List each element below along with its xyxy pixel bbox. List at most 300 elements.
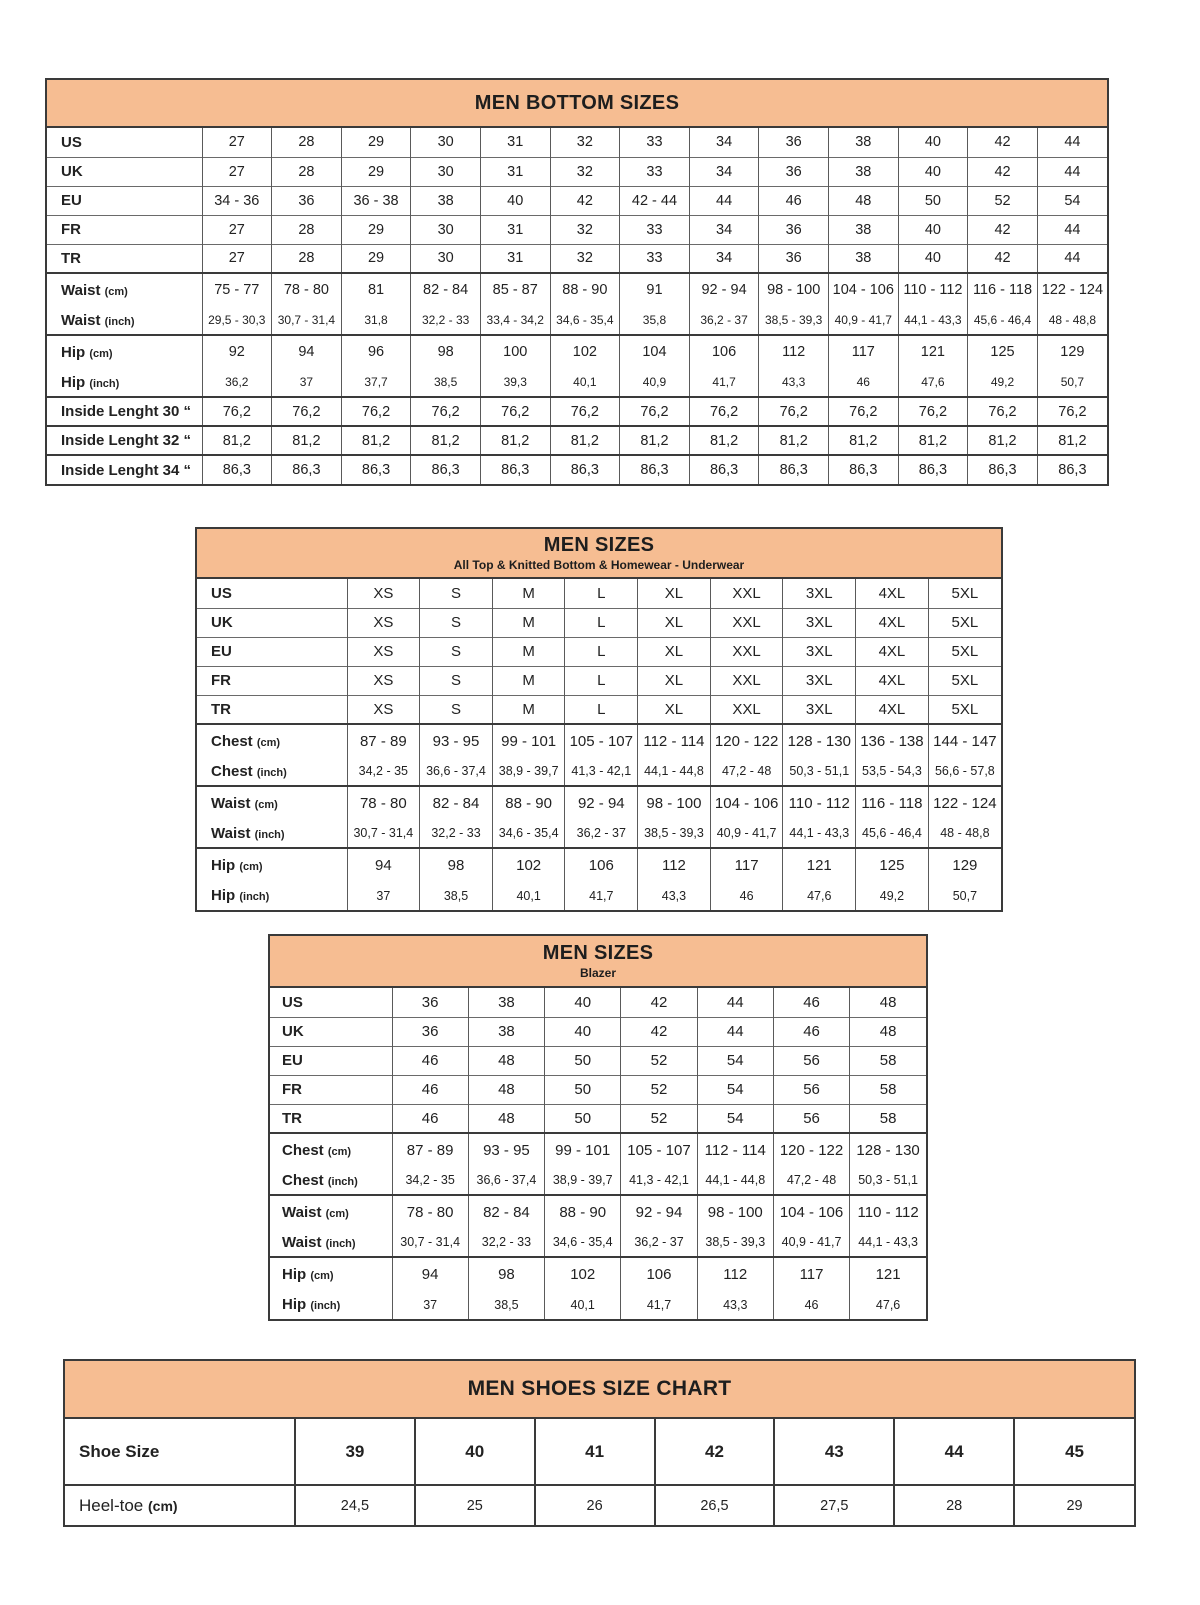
data-cell: 86,3 [689, 455, 759, 484]
data-cell: 58 [850, 1046, 926, 1075]
data-cell: 81 [341, 273, 411, 306]
data-cell: 28 [272, 244, 342, 273]
data-cell: 42 [968, 244, 1038, 273]
row-label-unit: (cm) [310, 1269, 334, 1282]
row-label-text: TR [61, 249, 81, 267]
row-label-text: Heel-toe [79, 1495, 144, 1515]
men-sizes-blazer-grid [270, 988, 926, 1319]
data-cell: 37 [272, 368, 342, 397]
data-cell: 38 [828, 215, 898, 244]
data-cell: 112 - 114 [697, 1133, 773, 1166]
row-label [197, 819, 347, 848]
data-cell: XL [638, 666, 711, 695]
data-cell: 136 - 138 [856, 724, 929, 757]
row-label-text: Chest [282, 1141, 324, 1159]
data-cell: 121 [783, 848, 856, 881]
row-label [270, 1046, 392, 1075]
row-label [197, 757, 347, 786]
data-cell: 5XL [928, 579, 1001, 608]
data-cell: 50 [545, 1104, 621, 1133]
row-inside-lenght-30 [47, 397, 1107, 426]
row-label-text: US [211, 584, 232, 602]
data-cell: 121 [850, 1257, 926, 1290]
row-label [197, 848, 347, 881]
data-cell: 46 [710, 881, 783, 910]
row-fr [47, 215, 1107, 244]
data-cell: 52 [621, 1075, 697, 1104]
row-tr [197, 695, 1001, 724]
table-title: MEN BOTTOM SIZES [474, 91, 680, 114]
row-label [270, 1133, 392, 1166]
data-cell: 44 [1037, 215, 1107, 244]
data-cell: 3XL [783, 666, 856, 695]
data-cell: XS [347, 666, 420, 695]
data-cell: 106 [565, 848, 638, 881]
data-cell: 81,2 [341, 426, 411, 455]
data-cell: 102 [545, 1257, 621, 1290]
data-cell: 34,6 - 35,4 [545, 1228, 621, 1257]
row-waist-cm [47, 273, 1107, 306]
data-cell: 98 - 100 [638, 786, 711, 819]
data-cell: 98 [411, 335, 481, 368]
row-label [197, 786, 347, 819]
data-cell: 76,2 [550, 397, 620, 426]
data-cell: 87 - 89 [392, 1133, 468, 1166]
data-cell: 104 - 106 [773, 1195, 849, 1228]
row-chest-inch [197, 757, 1001, 786]
row-label [47, 335, 202, 368]
data-cell: 42 [968, 157, 1038, 186]
row-label [47, 215, 202, 244]
data-cell: 99 - 101 [545, 1133, 621, 1166]
table-subtitle: Blazer [579, 965, 617, 980]
data-cell: 86,3 [620, 455, 690, 484]
data-cell: 102 [492, 848, 565, 881]
row-label-unit: (cm) [325, 1207, 349, 1220]
data-cell: 82 - 84 [411, 273, 481, 306]
row-inside-lenght-32 [47, 426, 1107, 455]
data-cell: 47,6 [850, 1290, 926, 1319]
data-cell: 38,9 - 39,7 [492, 757, 565, 786]
data-cell: 76,2 [689, 397, 759, 426]
data-cell: 30 [411, 128, 481, 157]
data-cell: 38,5 [468, 1290, 544, 1319]
row-heel-toe-cm [65, 1485, 1134, 1525]
row-label [197, 881, 347, 910]
data-cell: 40 [480, 186, 550, 215]
row-label-text: Hip [61, 373, 86, 391]
data-cell: 27,5 [774, 1485, 894, 1525]
data-cell: 98 - 100 [759, 273, 829, 306]
men-bottom-sizes [45, 78, 1109, 486]
row-fr [197, 666, 1001, 695]
row-eu [47, 186, 1107, 215]
data-cell: 32 [550, 128, 620, 157]
men-sizes-blazer [268, 934, 928, 1321]
data-cell: 76,2 [620, 397, 690, 426]
data-cell: 38 [468, 988, 544, 1017]
data-cell: 38,9 - 39,7 [545, 1166, 621, 1195]
table-title: MEN SIZES [542, 941, 654, 964]
data-cell: 45,6 - 46,4 [968, 306, 1038, 335]
data-cell: 120 - 122 [710, 724, 783, 757]
data-cell: 92 - 94 [621, 1195, 697, 1228]
data-cell: 86,3 [411, 455, 481, 484]
data-cell: 116 - 118 [968, 273, 1038, 306]
data-cell: 44 [894, 1419, 1014, 1485]
data-cell: 3XL [783, 608, 856, 637]
data-cell: 45 [1014, 1419, 1134, 1485]
data-cell: 52 [621, 1046, 697, 1075]
data-cell: 28 [272, 128, 342, 157]
data-cell: 44,1 - 43,3 [898, 306, 968, 335]
data-cell: 81,2 [898, 426, 968, 455]
row-waist-inch [270, 1228, 926, 1257]
row-label [197, 724, 347, 757]
data-cell: 110 - 112 [898, 273, 968, 306]
data-cell: 117 [828, 335, 898, 368]
data-cell: 40 [545, 1017, 621, 1046]
data-cell: 27 [202, 244, 272, 273]
row-label-text: Waist [282, 1203, 322, 1221]
data-cell: 81,2 [1037, 426, 1107, 455]
row-hip-inch [47, 368, 1107, 397]
data-cell: 44,1 - 43,3 [850, 1228, 926, 1257]
row-chest-cm [270, 1133, 926, 1166]
data-cell: 26 [535, 1485, 655, 1525]
data-cell: 36,2 - 37 [565, 819, 638, 848]
data-cell: 29 [341, 244, 411, 273]
data-cell: XS [347, 695, 420, 724]
data-cell: 81,2 [202, 426, 272, 455]
row-eu [197, 637, 1001, 666]
data-cell: 128 - 130 [850, 1133, 926, 1166]
data-cell: 76,2 [480, 397, 550, 426]
data-cell: 38,5 [420, 881, 493, 910]
data-cell: 86,3 [480, 455, 550, 484]
row-hip-inch [197, 881, 1001, 910]
data-cell: 36 [759, 128, 829, 157]
data-cell: 5XL [928, 608, 1001, 637]
data-cell: M [492, 608, 565, 637]
data-cell: 38,5 [411, 368, 481, 397]
table-subtitle: All Top & Knitted Bottom & Homewear - Underwear [453, 557, 745, 572]
data-cell: 41,3 - 42,1 [621, 1166, 697, 1195]
data-cell: 98 [420, 848, 493, 881]
data-cell: 38,5 - 39,3 [759, 306, 829, 335]
row-label-text: EU [61, 192, 82, 209]
data-cell: 38 [828, 128, 898, 157]
data-cell: 36 [392, 1017, 468, 1046]
data-cell: 36 - 38 [341, 186, 411, 215]
data-cell: 105 - 107 [621, 1133, 697, 1166]
data-cell: 50,7 [928, 881, 1001, 910]
row-waist-inch [47, 306, 1107, 335]
data-cell: 46 [773, 1017, 849, 1046]
data-cell: 48 [468, 1046, 544, 1075]
data-cell: XXL [710, 579, 783, 608]
row-label [65, 1485, 295, 1525]
row-label-text: UK [282, 1023, 304, 1040]
data-cell: 3XL [783, 637, 856, 666]
data-cell: 26,5 [655, 1485, 775, 1525]
data-cell: 93 - 95 [420, 724, 493, 757]
row-tr [270, 1104, 926, 1133]
data-cell: 92 [202, 335, 272, 368]
data-cell: 29 [341, 128, 411, 157]
data-cell: 40 [898, 244, 968, 273]
row-label-text: Chest [211, 762, 253, 780]
data-cell: 29 [1014, 1485, 1134, 1525]
row-hip-cm [197, 848, 1001, 881]
data-cell: 54 [697, 1046, 773, 1075]
data-cell: 91 [620, 273, 690, 306]
data-cell: 38 [828, 244, 898, 273]
row-label-unit: (cm) [327, 1145, 352, 1158]
data-cell: S [420, 608, 493, 637]
data-cell: 41,7 [621, 1290, 697, 1319]
data-cell: S [420, 637, 493, 666]
data-cell: XXL [710, 695, 783, 724]
data-cell: 27 [202, 128, 272, 157]
data-cell: 98 [468, 1257, 544, 1290]
data-cell: 117 [773, 1257, 849, 1290]
data-cell: 104 - 106 [710, 786, 783, 819]
data-cell: 86,3 [1037, 455, 1107, 484]
row-label-text: Waist [61, 311, 101, 329]
row-label-text: Hip [282, 1296, 307, 1313]
data-cell: 32 [550, 244, 620, 273]
data-cell: 82 - 84 [420, 786, 493, 819]
data-cell: 43,3 [697, 1290, 773, 1319]
table-title: MEN SIZES [543, 533, 655, 556]
data-cell: 50 [545, 1075, 621, 1104]
row-label-text: US [61, 133, 82, 151]
data-cell: 31 [480, 157, 550, 186]
data-cell: 28 [272, 157, 342, 186]
row-label [197, 637, 347, 666]
row-label [47, 157, 202, 186]
data-cell: 43 [774, 1419, 894, 1485]
data-cell: 88 - 90 [545, 1195, 621, 1228]
data-cell: 38,5 - 39,3 [638, 819, 711, 848]
data-cell: 40 [898, 215, 968, 244]
data-cell: 46 [392, 1075, 468, 1104]
data-cell: 43,3 [638, 881, 711, 910]
data-cell: 40,9 - 41,7 [710, 819, 783, 848]
data-cell: 76,2 [341, 397, 411, 426]
data-cell: 58 [850, 1104, 926, 1133]
data-cell: 31,8 [341, 306, 411, 335]
data-cell: 76,2 [272, 397, 342, 426]
data-cell: 36,6 - 37,4 [420, 757, 493, 786]
data-cell: 48 [850, 1017, 926, 1046]
data-cell: 92 - 94 [565, 786, 638, 819]
row-label-unit: (cm) [89, 347, 113, 360]
row-label-text: Waist [282, 1233, 322, 1251]
data-cell: 32 [550, 215, 620, 244]
data-cell: 46 [759, 186, 829, 215]
data-cell: 48 [828, 186, 898, 215]
data-cell: 78 - 80 [392, 1195, 468, 1228]
data-cell: 32,2 - 33 [411, 306, 481, 335]
data-cell: 81,2 [759, 426, 829, 455]
data-cell: 56 [773, 1046, 849, 1075]
data-cell: 46 [773, 1290, 849, 1319]
data-cell: 34 [689, 244, 759, 273]
data-cell: 122 - 124 [1037, 273, 1107, 306]
data-cell: 44,1 - 44,8 [638, 757, 711, 786]
data-cell: 30 [411, 244, 481, 273]
data-cell: L [565, 579, 638, 608]
data-cell: 40 [898, 128, 968, 157]
data-cell: 81,2 [689, 426, 759, 455]
data-cell: 76,2 [1037, 397, 1107, 426]
row-label-text: Chest [282, 1171, 324, 1189]
data-cell: 41,3 - 42,1 [565, 757, 638, 786]
row-label-unit: (cm) [254, 798, 278, 811]
data-cell: 34,2 - 35 [347, 757, 420, 786]
data-cell: 86,3 [828, 455, 898, 484]
men-sizes-top-knitted-grid [197, 579, 1001, 910]
data-cell: 52 [621, 1104, 697, 1133]
data-cell: 121 [898, 335, 968, 368]
row-waist-cm [197, 786, 1001, 819]
data-cell: 42 [621, 988, 697, 1017]
data-cell: L [565, 695, 638, 724]
row-label [47, 128, 202, 157]
data-cell: 44 [689, 186, 759, 215]
data-cell: 34,6 - 35,4 [550, 306, 620, 335]
data-cell: 4XL [856, 608, 929, 637]
data-cell: 86,3 [550, 455, 620, 484]
men-shoes-size-chart-header-band [65, 1361, 1134, 1419]
data-cell: 42 - 44 [620, 186, 690, 215]
data-cell: 34,6 - 35,4 [492, 819, 565, 848]
data-cell: 81,2 [828, 426, 898, 455]
row-label-unit: (cm) [239, 860, 263, 873]
data-cell: 46 [828, 368, 898, 397]
data-cell: XL [638, 608, 711, 637]
data-cell: 50,3 - 51,1 [850, 1166, 926, 1195]
data-cell: 38 [828, 157, 898, 186]
row-chest-inch [270, 1166, 926, 1195]
men-shoes-size-chart-grid [65, 1419, 1134, 1525]
data-cell: 128 - 130 [783, 724, 856, 757]
row-uk [270, 1017, 926, 1046]
row-label-unit: (inch) [310, 1300, 341, 1312]
data-cell: 5XL [928, 637, 1001, 666]
data-cell: 98 - 100 [697, 1195, 773, 1228]
data-cell: 86,3 [968, 455, 1038, 484]
row-label-text: TR [282, 1109, 302, 1127]
data-cell: 112 [697, 1257, 773, 1290]
data-cell: 30,7 - 31,4 [272, 306, 342, 335]
row-label-unit: (inch) [325, 1237, 356, 1250]
data-cell: 33 [620, 128, 690, 157]
data-cell: 29,5 - 30,3 [202, 306, 272, 335]
data-cell: 46 [392, 1046, 468, 1075]
data-cell: 42 [968, 128, 1038, 157]
data-cell: 42 [655, 1419, 775, 1485]
data-cell: 120 - 122 [773, 1133, 849, 1166]
data-cell: 48 [468, 1075, 544, 1104]
row-eu [270, 1046, 926, 1075]
data-cell: 122 - 124 [928, 786, 1001, 819]
data-cell: XS [347, 579, 420, 608]
data-cell: 54 [697, 1104, 773, 1133]
data-cell: 35,8 [620, 306, 690, 335]
data-cell: 33 [620, 157, 690, 186]
data-cell: 106 [689, 335, 759, 368]
data-cell: 44 [1037, 157, 1107, 186]
data-cell: 40,1 [545, 1290, 621, 1319]
row-label-text: Chest [211, 732, 253, 750]
data-cell: 105 - 107 [565, 724, 638, 757]
row-inside-lenght-34 [47, 455, 1107, 484]
row-label-unit: (inch) [327, 1175, 358, 1188]
row-hip-inch [270, 1290, 926, 1319]
data-cell: 48 - 48,8 [1037, 306, 1107, 335]
row-label-text: Hip [211, 856, 236, 874]
data-cell: 34 [689, 128, 759, 157]
row-us [270, 988, 926, 1017]
data-cell: 40,9 - 41,7 [773, 1228, 849, 1257]
row-label-text: UK [61, 163, 83, 180]
data-cell: M [492, 579, 565, 608]
row-label-text: Hip [282, 1265, 307, 1283]
data-cell: 36 [759, 215, 829, 244]
data-cell: 40 [545, 988, 621, 1017]
data-cell: 92 - 94 [689, 273, 759, 306]
row-label-text: Inside Lenght 32 “ [61, 432, 192, 449]
data-cell: 81,2 [411, 426, 481, 455]
data-cell: 37 [392, 1290, 468, 1319]
row-label-unit: (inch) [254, 828, 285, 841]
data-cell: 129 [928, 848, 1001, 881]
data-cell: 34 - 36 [202, 186, 272, 215]
data-cell: 44 [1037, 128, 1107, 157]
data-cell: 44 [697, 1017, 773, 1046]
data-cell: 81,2 [480, 426, 550, 455]
data-cell: 41,7 [689, 368, 759, 397]
row-label [270, 1290, 392, 1319]
data-cell: 36 [759, 244, 829, 273]
row-label [270, 1228, 392, 1257]
data-cell: 5XL [928, 666, 1001, 695]
data-cell: 37 [347, 881, 420, 910]
data-cell: XXL [710, 608, 783, 637]
data-cell: 40,1 [492, 881, 565, 910]
data-cell: 85 - 87 [480, 273, 550, 306]
data-cell: 45,6 - 46,4 [856, 819, 929, 848]
data-cell: XS [347, 637, 420, 666]
men-bottom-sizes-header-band [47, 80, 1107, 128]
row-label-text: FR [282, 1081, 302, 1098]
data-cell: 40 [898, 157, 968, 186]
data-cell: 58 [850, 1075, 926, 1104]
data-cell: 28 [272, 215, 342, 244]
data-cell: 38 [411, 186, 481, 215]
data-cell: 110 - 112 [850, 1195, 926, 1228]
data-cell: 49,2 [856, 881, 929, 910]
data-cell: 29 [341, 215, 411, 244]
data-cell: 88 - 90 [492, 786, 565, 819]
data-cell: 50 [898, 186, 968, 215]
row-label-text: Shoe Size [79, 1441, 160, 1461]
data-cell: 3XL [783, 695, 856, 724]
data-cell: 112 - 114 [638, 724, 711, 757]
